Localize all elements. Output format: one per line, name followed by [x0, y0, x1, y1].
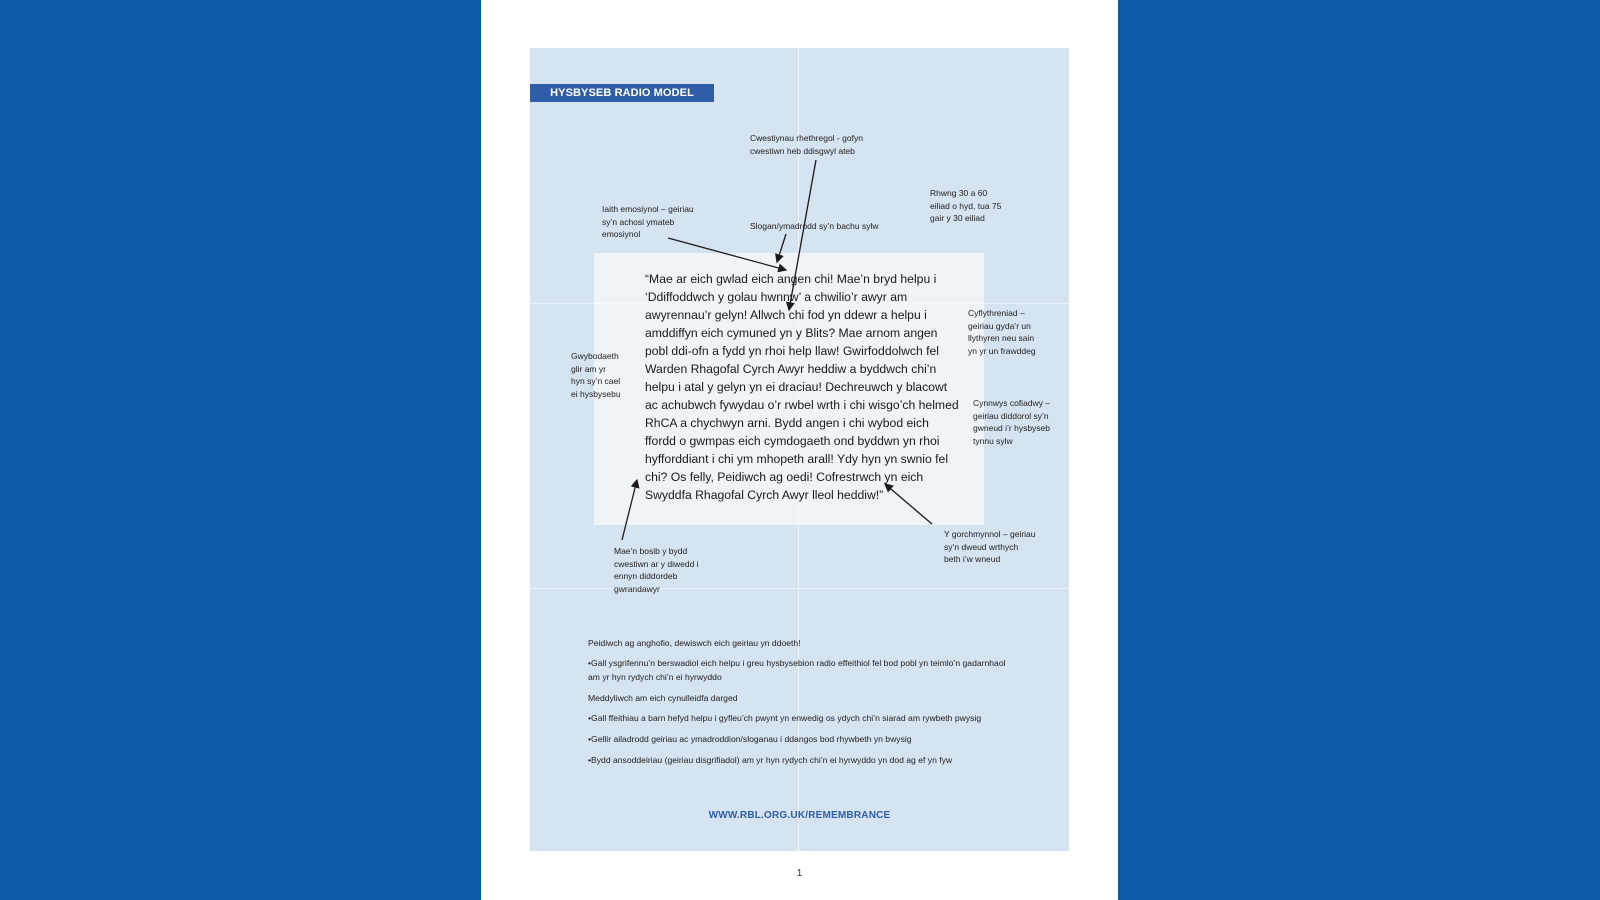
annotation-clear-information: Gwybodaeth glir am yr hyn sy’n cael ei hysbysebu	[571, 351, 621, 399]
arrow-rhetorical	[789, 160, 816, 310]
tip-item: •Gellir ailadrodd geiriau ac ymadroddion/sloganau i ddangos bod rhywbeth yn bwysig	[588, 734, 912, 744]
annotation-alliteration: Cyflythreniad – geiriau gyda’r un llythyren neu sain yn yr un frawddeg	[968, 308, 1036, 356]
writing-tips	[588, 636, 1018, 774]
arrow-imperative	[885, 484, 932, 524]
tip-item: •Bydd ansoddeiriau (geiriau disgrifiadol) am yr hyn rydych chi’n ei hyrwyddo yn dod ag ef yn fyw	[588, 755, 953, 765]
annotation-length: Rhwng 30 a 60 eiliad o hyd, tua 75 gair y 30 eiliad	[930, 188, 1002, 223]
poster-heading: HYSBYSEB RADIO MODEL	[530, 84, 714, 102]
annotation-rhetorical-questions: Cwestiynau rhethregol - gofyn cwestiwn heb ddisgwyl ateb	[750, 133, 863, 156]
tip-item: •Gall ffeithiau a barn hefyd helpu i gyfleu’ch pwynt yn enwedig os ydych chi’n siarad am rywbeth pwysig	[588, 713, 982, 723]
annotation-closing-question: Mae’n bosib y bydd cwestiwn ar y diwedd i ennyn diddordeb gwrandawyr	[614, 546, 699, 594]
annotation-slogan: Slogan/ymadrodd sy’n bachu sylw	[750, 221, 879, 231]
annotation-imperative: Y gorchmynnol – geiriau sy’n dweud wrthych beth i’w wneud	[944, 529, 1036, 564]
radio-advert-poster	[530, 48, 1069, 851]
arrow-closing-question	[622, 480, 637, 540]
annotation-memorable-content: Cynnwys cofiadwy – geiriau diddorol sy’n gwneud i’r hysbyseb tynnu sylw	[973, 398, 1051, 446]
tip-item: •Gall ysgrifennu’n berswadiol eich helpu i greu hysbysebion radio effeithiol fel bod pobl yn teimlo’n gadarnhaol am yr hyn rydych chi’n ei hyrwyddo	[588, 658, 1006, 682]
page-number: 1	[796, 868, 803, 879]
tip-subheading: Meddyliwch am eich cynulleidfa darged	[588, 693, 738, 703]
arrow-slogan	[777, 234, 786, 262]
tip-heading: Peidiwch ag anghofio, dewiswch eich geiriau yn ddoeth!	[588, 638, 801, 648]
website-link[interactable]: WWW.RBL.ORG.UK/REMEMBRANCE	[708, 810, 891, 821]
advert-quote: “Mae ar eich gwlad eich angen chi! Mae’n bryd helpu i ‘Ddiffoddwch y golau hwnnw’ a chwilio’r awyr am awyrennau’r gelyn! Allwch chi fod yn ddewr a helpu i amddiffyn eich cymuned yn y Blits? Mae arnom angen pobl ddi-ofn a fydd yn rhoi help llaw! Gwirfoddolwch fel Warden Rhagofal Cyrch Awyr heddiw a byddwch chi’n helpu i atal y gelyn yn ei draciau! Dechreuwch y blacowt ac achubwch fywydau o’r rwbel wrth i chi wisgo’ch helmed RhCA a chychwyn arni. Bydd angen i chi wybod eich ffordd o gwmpas eich cymdogaeth ond byddwn yn rhoi hyfforddiant i chi ym mhopeth arall! Ydy hyn yn swnio fel chi? Os felly, Peidiwch ag oedi! Cofrestrwch yn eich Swyddfa Rhagofal Cyrch Awyr lleol heddiw!”	[645, 272, 959, 502]
arrow-emotive	[668, 238, 786, 270]
annotation-emotive-language: Iaith emosiynol – geiriau sy’n achosi ymateb emosiynol	[602, 204, 694, 239]
